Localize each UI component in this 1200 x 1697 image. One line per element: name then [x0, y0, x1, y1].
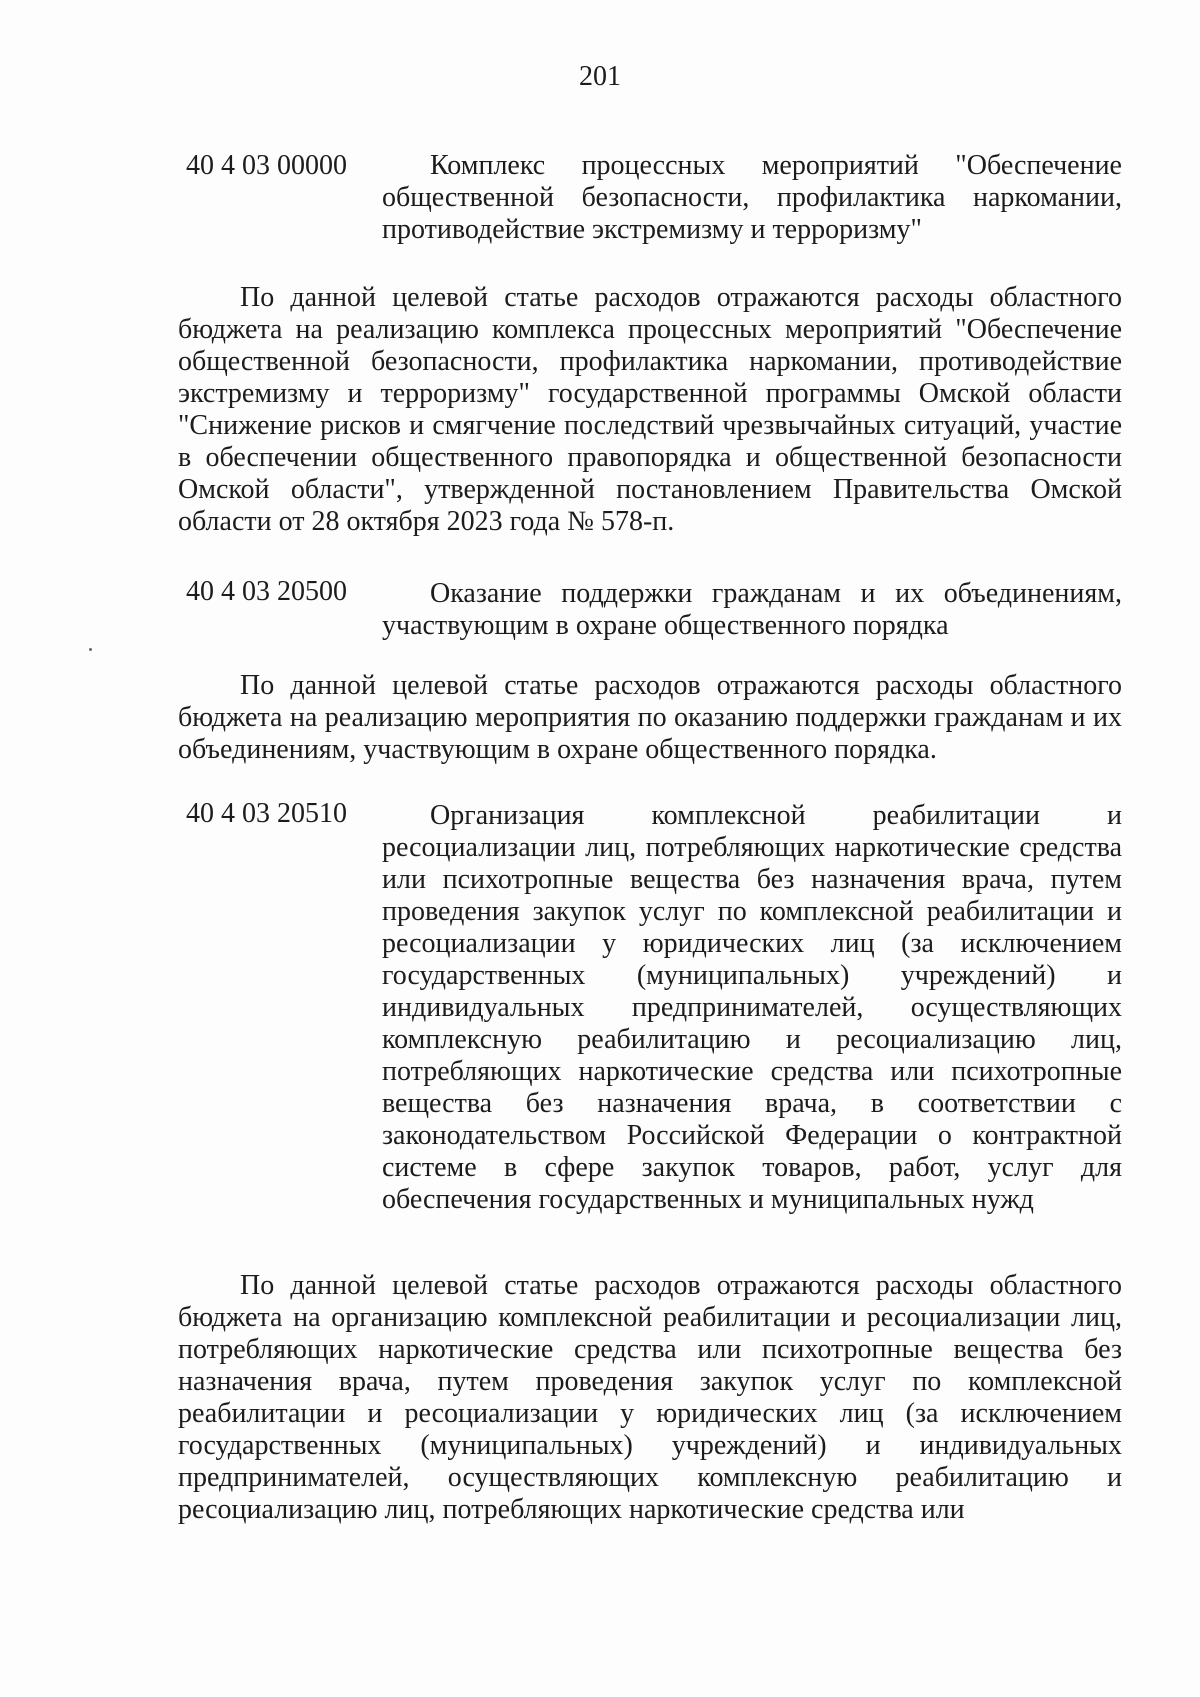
page-number: 201 [579, 61, 621, 92]
section-code: 40 4 03 20510 [186, 798, 347, 829]
section-description: По данной целевой статье расходов отражаются расходы областного бюджета на организацию комплексной реабилитации и ресоциализации лиц, потребляющих наркотические средства или психотропные вещества без назначения врача, путем проведения закупок услуг по комплексной реабилитации и ресоциализации у юридических лиц (за исключением государственных (муниципальных) учреждений) и индивидуальных предпринимателей, осуществляющих комплексную реабилитацию и ресоциализацию лиц, потребляющих наркотические средства или [178, 1270, 1122, 1525]
section-description: По данной целевой статье расходов отражаются расходы областного бюджета на реализацию комплекса процессных мероприятий "Обеспечение общественной безопасности, профилактика наркомании, противодействие экстремизму и терроризму" государственной программы Омской области "Снижение рисков и смягчение последствий чрезвычайных ситуаций, участие в обеспечении общественного правопорядка и общественной безопасности Омской области", утвержденной постановлением Правительства Омской области от 28 октября 2023 года № 578-п. [178, 282, 1122, 537]
scan-speck [89, 648, 92, 651]
section-title: Оказание поддержки гражданам и их объединениям, участвующим в охране общественного порядка [382, 578, 1122, 641]
section-title: Комплекс процессных мероприятий "Обеспечение общественной безопасности, профилактика наркомании, противодействие экстремизму и терроризму" [382, 150, 1122, 245]
section-description: По данной целевой статье расходов отражаются расходы областного бюджета на реализацию мероприятия по оказанию поддержки гражданам и их объединениям, участвующим в охране общественного порядка. [178, 670, 1122, 765]
section-title: Организация комплексной реабилитации и ресоциализации лиц, потребляющих наркотические средства или психотропные вещества без назначения врача, путем проведения закупок услуг по комплексной реабилитации и ресоциализации у юридических лиц (за исключением государственных (муниципальных) учреждений) и индивидуальных предпринимателей, осуществляющих комплексную реабилитацию и ресоциализацию лиц, потребляющих наркотические средства или психотропные вещества без назначения врача, в соответствии с законодательством Российской Федерации о контрактной системе в сфере закупок товаров, работ, услуг для обеспечения государственных и муниципальных нужд [382, 800, 1122, 1215]
section-code: 40 4 03 20500 [186, 576, 347, 607]
section-code: 40 4 03 00000 [186, 150, 347, 181]
